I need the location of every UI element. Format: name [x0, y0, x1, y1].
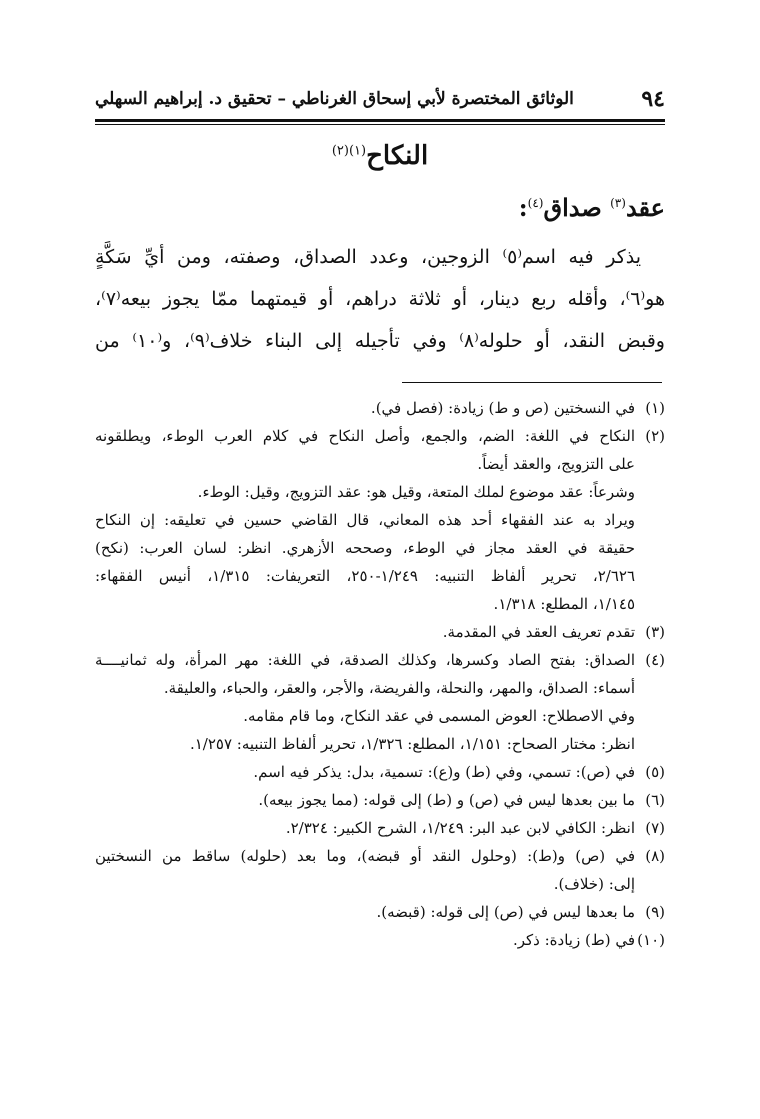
footnote-text: ما بين بعدها ليس في (ص) و (ط) إلى قوله: (مما يجوز بيعه). — [258, 791, 635, 809]
footnote-text: انظر: الكافي لابن عبد البر: ١/٢٤٩، الشرح الكبير: ٢/٣٢٤. — [285, 819, 635, 837]
chapter-title-text: النكاح — [366, 141, 429, 171]
footnote-5 — [95, 758, 665, 786]
footnote-text: في (ط) زيادة: ذكر. — [513, 931, 635, 949]
footnote-4 — [95, 646, 665, 674]
footnote-text: إلى: (خلاف). — [553, 875, 635, 893]
footnote-number: (٤) — [645, 651, 665, 669]
footnote-text: الصداق: بفتح الصاد وكسرها، وكذلك الصدقة، في اللغة: مهر المرأة، وله ثمانيــــة — [95, 651, 635, 669]
footnote-text: وفي الاصطلاح: العوض المسمى في عقد النكاح، وما قام مقامه. — [243, 707, 635, 725]
footnote-text: حقيقة في العقد مجاز في الوطء، وصححه الأزهري. انظر: لسان العرب: (نكح) — [95, 539, 635, 557]
running-header — [95, 82, 665, 116]
header-rule-thick — [95, 119, 665, 122]
footnote-10 — [95, 926, 665, 954]
body-text — [95, 236, 665, 362]
chapter-title — [95, 136, 665, 176]
footnote-text: أسماء: الصداق، والمهر، والنحلة، والفريضة، والأجر، والعقر، والحباء، والعليقة. — [163, 679, 635, 697]
footnote-number: (٩) — [645, 903, 665, 921]
body-line: يذكر فيه اسم⁽٥⁾ الزوجين، وعدد الصداق، وصفته، ومن أيِّ سَكَّةٍ — [95, 246, 641, 268]
footnote-text: في (ص): تسمي، وفي (ط) و(ع): تسمية، بدل: يذكر فيه اسم. — [253, 763, 635, 781]
footnote-separator — [402, 382, 662, 383]
footnote-number: (٧) — [645, 819, 665, 837]
footnote-number: (٨) — [645, 847, 665, 865]
footnote-number: (٢) — [645, 427, 665, 445]
section-heading-ref1: (٣) — [610, 196, 626, 210]
footnote-text: وشرعاً: عقد موضوع لملك المتعة، وقيل هو: عقد التزويج، وقيل: الوطء. — [197, 483, 635, 501]
footnote-text: على التزويج، والعقد أيضاً. — [477, 455, 635, 473]
footnote-1 — [95, 394, 665, 422]
section-heading — [95, 188, 665, 228]
footnote-text: تقدم تعريف العقد في المقدمة. — [442, 623, 635, 641]
footnote-number: (١) — [645, 399, 665, 417]
section-heading-word1: عقد — [625, 193, 665, 222]
section-heading-ref2: (٤) — [527, 196, 544, 210]
footnote-text: في (ص) و(ط): (وحلول النقد أو قبضه)، وما بعد (حلوله) ساقط من النسختين — [95, 847, 635, 865]
footnote-2 — [95, 422, 665, 450]
footnote-text: ويراد به عند الفقهاء أحد هذه المعاني، قال القاضي حسين في تعليقه: إن النكاح — [95, 511, 635, 529]
body-line: هو⁽٦⁾، وأقله ربع دينار، أو ثلاثة دراهم، أو قيمتهما ممّا يجوز بيعه⁽٧⁾، — [95, 288, 665, 310]
page-number: ٩٤ — [641, 86, 665, 112]
header-rule-thin — [95, 124, 665, 125]
footnotes — [95, 394, 665, 954]
footnote-number: (٣) — [645, 623, 665, 641]
footnote-text: انظر: مختار الصحاح: ١/١٥١، المطلع: ١/٣٢٦، تحرير ألفاظ التنبيه: ١/٢٥٧. — [189, 735, 635, 753]
chapter-title-refs: (١)(٢) — [331, 143, 367, 159]
footnote-text: ما بعدها ليس في (ص) إلى قوله: (قبضه). — [376, 903, 635, 921]
footnote-6 — [95, 786, 665, 814]
running-title: الوثائق المختصرة لأبي إسحاق الغرناطي – تحقيق د. إبراهيم السهلي — [95, 89, 574, 109]
footnote-text: ٢/٦٢٦، تحرير ألفاظ التنبيه: ١/٢٤٩-٢٥٠، التعريفات: ١/٣١٥، أنيس الفقهاء: — [95, 567, 635, 585]
footnote-9 — [95, 898, 665, 926]
footnote-3 — [95, 618, 665, 646]
footnote-7 — [95, 814, 665, 842]
footnote-number: (١٠) — [637, 931, 665, 949]
section-heading-colon: : — [518, 193, 528, 222]
body-line: وقبض النقد، أو حلوله⁽٨⁾ وفي تأجيله إلى البناء خلاف⁽٩⁾، و⁽١٠⁾ من — [95, 330, 665, 352]
footnote-text: النكاح في اللغة: الضم، والجمع، وأصل النكاح في كلام العرب الوطء، ويطلقونه — [95, 427, 635, 445]
footnote-8 — [95, 842, 665, 870]
footnote-number: (٥) — [645, 763, 665, 781]
section-heading-word2: صداق — [543, 193, 602, 222]
footnote-text: ١/١٤٥، المطلع: ١/٣١٨. — [493, 595, 635, 613]
footnote-number: (٦) — [645, 791, 665, 809]
footnote-text: في النسختين (ص و ط) زيادة: (فصل في). — [370, 399, 635, 417]
